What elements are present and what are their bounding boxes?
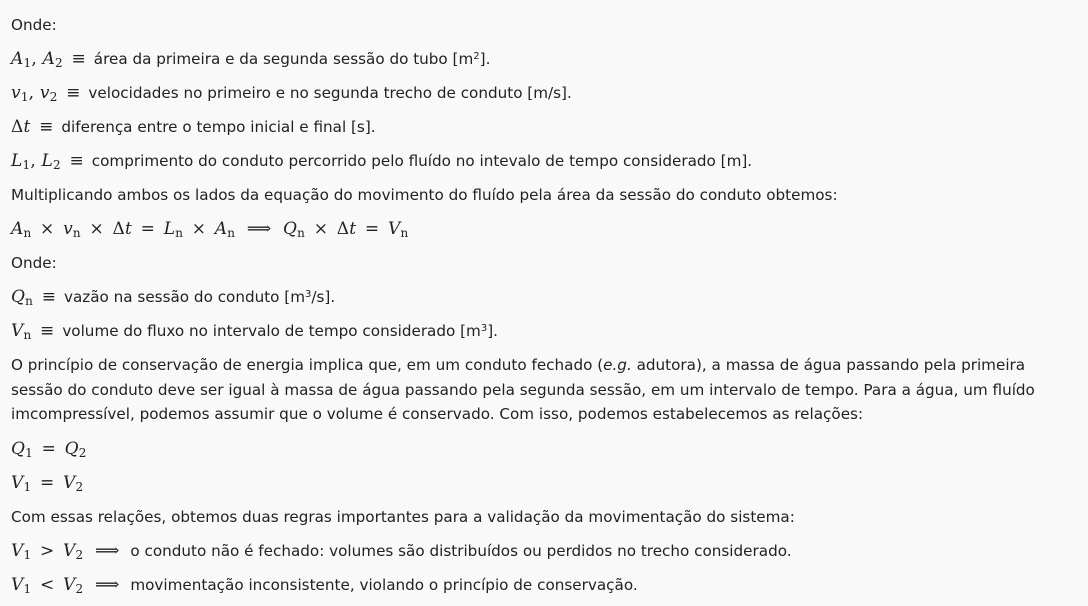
definition-volume	[11, 314, 1078, 348]
rule-condition-math: $V_1 < V_2$ ⟹	[11, 575, 126, 595]
emphasis-eg: e.g.	[603, 356, 632, 374]
definition-text: área da primeira e da segunda sessão do tubo $[m^2]$.	[93, 50, 491, 68]
onde-label-2	[11, 246, 1078, 280]
paragraph-text: O princípio de conservação de energia implica que, em um conduto fechado (	[11, 356, 604, 374]
onde-label-1	[11, 8, 1078, 42]
math-symbol-v1-v2: $v_1$, $v_2$ ≡	[11, 83, 81, 104]
definition-flow	[11, 280, 1078, 314]
math-symbol-L1-L2: $L_1$, $L_2$ ≡	[11, 151, 84, 172]
equation-math: $A_n \times v_n \times \Delta t = L_n \times A_n$ ⟹ $Q_n \times \Delta t = V_n$	[11, 219, 409, 240]
definition-text: diferença entre o tempo inicial e final [s].	[61, 118, 376, 136]
definition-text: comprimento do conduto percorrido pelo fluído no intevalo de tempo considerado [m].	[91, 152, 753, 170]
implies-arrow: ⟹	[94, 574, 120, 595]
rule-less	[11, 568, 1078, 602]
relation-math: $Q_1 = Q_2$	[11, 438, 87, 460]
definition-text: velocidades no primeiro e no segunda trecho de conduto [m/s].	[88, 84, 572, 102]
definition-text: volume do fluxo no intervalo de tempo considerado $[m^3]$.	[62, 322, 498, 340]
definition-area	[11, 42, 1078, 76]
relation-math: $V_1 = V_2$	[11, 472, 84, 494]
math-symbol-delta-t: Δt ≡	[11, 117, 54, 137]
multiplicando-paragraph	[11, 178, 1078, 212]
rule-consequence: movimentação inconsistente, violando o princípio de conservação.	[130, 575, 638, 594]
definition-velocity	[11, 76, 1078, 110]
paragraph-text: Multiplicando ambos os lados da equação do movimento do fluído pela área da sessão do conduto obtemos:	[11, 186, 838, 204]
rule-consequence: o conduto não é fechado: volumes são distribuídos ou perdidos no trecho considerado.	[130, 541, 792, 560]
relation-volume	[11, 466, 1078, 500]
paragraph-text: Com essas relações, obtemos duas regras importantes para a validação da movimentação do sistema:	[11, 507, 795, 526]
implies-arrow: ⟹	[246, 219, 272, 239]
onde-text: Onde:	[11, 16, 57, 34]
rule-greater	[11, 534, 1078, 568]
rules-intro	[11, 500, 1078, 534]
implies-arrow: ⟹	[94, 540, 120, 561]
math-symbol-A1-A2: $A_1$, $A_2$ ≡	[11, 49, 86, 70]
definition-length	[11, 144, 1078, 178]
principle-paragraph	[11, 348, 1081, 432]
main-equation	[11, 212, 1078, 246]
definition-delta-t	[11, 110, 1078, 144]
onde-text: Onde:	[11, 254, 57, 272]
rule-condition-math: $V_1 > V_2$ ⟹	[11, 541, 126, 561]
math-symbol-Qn: $Q_n$ ≡	[11, 287, 57, 308]
math-symbol-Vn: $V_n$ ≡	[11, 321, 55, 342]
paragraph-text: adutora), a massa de água passando pela primeira sessão do conduto deve ser igual à massa de água passando pela segunda sessão, em um intervalo de tempo. Para a água, um fluído imcompressível, podemos assumir que o volume é conservado. Com isso, podemos estabelecemos as relações:	[11, 356, 1035, 423]
relation-flow	[11, 432, 1078, 466]
definition-text: vazão na sessão do conduto $[m^3/s]$.	[63, 288, 336, 306]
